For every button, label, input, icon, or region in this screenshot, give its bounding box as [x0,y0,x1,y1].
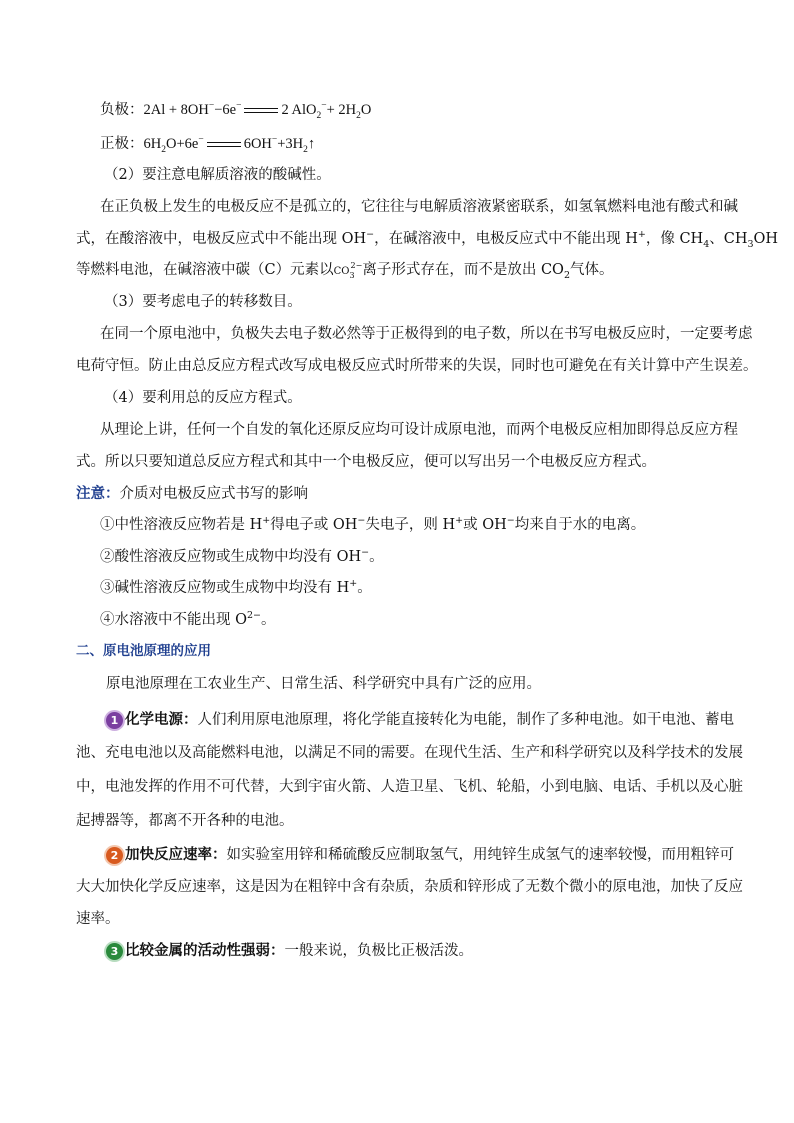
note-item-2 [100,547,384,567]
text: 等燃料电池，在碱溶液中碳（C）元素以 [76,262,334,278]
sup: − [361,547,370,559]
sup: + [455,515,464,527]
eq-sup: − [271,135,278,146]
eq-text: + 2H [326,102,357,118]
eq-sup: − [198,135,204,146]
text: 式，在酸溶液中，电极反应式中不能出现 OH [76,231,367,247]
text: 人们利用原电池原理，将化学能直接转化为电能，制作了多种电池。如干电池、蓄电 [197,712,734,728]
number-3-badge-icon: 3 [106,943,123,960]
eq-text: O [360,102,372,118]
eq-text: +3H [277,136,304,152]
point-4-line-2: 式。所以只要知道总反应方程式和其中一个电极反应，便可以写出另一个电极反应方程式。 [76,454,656,470]
sup: − [506,515,515,527]
text: 均来自于水的电离。 [514,517,646,533]
equals-sign [207,142,241,147]
text: 得电子或 OH [270,517,358,533]
text: ，在碱溶液中，电极反应式中不能出现 H [374,231,638,247]
point-3-line-2: 电荷守恒。防止由总反应方程式改写成电极反应式时所带来的失误，同时也可避免在有关计算中产生误差。 [76,358,758,374]
application-2-title: 加快反应速率： [125,846,227,863]
eq-sup: − [236,101,242,112]
application-2-line-3: 速率。 [76,911,120,927]
eq-text: O+6e [165,136,199,152]
section-2-intro: 原电池原理在工农业生产、日常生活、科学研究中具有广泛的应用。 [106,676,541,692]
text: 如实验室用锌和稀硫酸反应制取氢气，用纯锌生成氢气的速率较慢，而用粗锌可 [226,847,734,863]
sup: 2− [350,261,363,271]
eq-text: −6e [214,102,237,118]
eq-text: ↑ [307,136,316,152]
sup: + [637,229,646,241]
note-item-1 [100,515,645,535]
section-2-heading: 二、原电池原理的应用 [76,643,211,659]
eq-text: 2 AlO [281,102,317,118]
sub: 3 [747,238,754,250]
sup: − [366,229,375,241]
point-2-line-1: 在正负极上发生的电极反应不是孤立的，它往往与电解质溶液紧密联系，如氢氧燃料电池有酸式和碱 [100,199,738,215]
text: ②酸性溶液反应物或生成物中均没有 OH [100,549,362,565]
text: ④水溶液中不能出现 O [100,612,247,628]
application-1-title: 化学电源： [125,711,198,728]
eq-sup: − [321,101,327,112]
text: 。 [369,549,384,565]
negative-electrode-equation [100,100,371,120]
sub: 4 [703,238,710,250]
negative-label: 负极： [100,102,144,118]
sub: 2 [563,269,570,281]
eq-sub: 2 [356,110,361,121]
text: 气体。 [569,262,614,278]
text: 或 OH [463,517,507,533]
application-1-line-1 [106,710,734,730]
text: ①中性溶液反应物若是 H [100,517,263,533]
sup: + [349,578,358,590]
note-line [76,484,308,504]
application-1-line-2: 池、充电电池以及高能燃料电池，以满足不同的需要。在现代生活、生产和科学研究以及科学技术的发展 [76,745,743,761]
sup: − [357,515,366,527]
equals-sign [244,108,278,113]
application-2-line-2: 大大加快化学反应速率，这是因为在粗锌中含有杂质，杂质和锌形成了无数个微小的原电池，加快了反应 [76,879,743,895]
eq-text: 6OH [243,136,272,152]
text: OH [753,231,779,247]
text: 一般来说，负极比正极活泼。 [284,943,473,959]
sup: 2− [247,610,262,622]
point-4-title: （4）要利用总的反应方程式。 [104,390,302,406]
application-1-line-4: 起搏器等，都离不开各种的电池。 [76,813,294,829]
eq-text: 2Al + 8OH [143,102,209,118]
positive-electrode-equation [100,134,315,154]
text: ，像 CH [645,231,704,247]
text: 。 [261,612,276,628]
point-2-line-3 [76,260,613,282]
carbonate-ion: CO [333,266,350,277]
text: 离子形式存在，而不是放出 CO [362,262,564,278]
application-1-line-3: 中，电池发挥的作用不可代替，大到宇宙火箭、人造卫星、飞机、轮船，小到电脑、电话、手机以及心脏 [76,779,743,795]
text: ③碱性溶液反应物或生成物中均没有 H [100,580,350,596]
sub: 3 [349,270,355,280]
sup: + [262,515,271,527]
point-2-line-2 [76,229,778,249]
number-2-badge-icon: 2 [106,847,123,864]
eq-sub: 2 [161,144,166,155]
number-1-badge-icon: 1 [106,712,123,729]
note-label: 注意： [76,485,120,502]
application-3-title: 比较金属的活动性强弱： [125,942,285,959]
point-2-title: （2）要注意电解质溶液的酸碱性。 [104,167,331,183]
point-3-line-1: 在同一个原电池中，负极失去电子数必然等于正极得到的电子数，所以在书写电极反应时，一定要考虑 [100,326,753,342]
eq-sub: 2 [303,144,308,155]
note-text: 介质对电极反应式书写的影响 [119,486,308,502]
application-3-line-1 [106,941,473,961]
point-4-line-1: 从理论上讲，任何一个自发的氧化还原反应均可设计成原电池，而两个电极反应相加即得总反应方程 [100,422,738,438]
eq-sup: − [208,101,215,112]
application-2-line-1 [106,845,734,865]
text: 、CH [709,231,748,247]
note-item-4 [100,610,276,630]
eq-sub: 2 [316,110,322,121]
point-3-title: （3）要考虑电子的转移数目。 [104,294,302,310]
eq-text: 6H [143,136,162,152]
text: 失电子，则 H [365,517,456,533]
text: 。 [357,580,372,596]
note-item-3 [100,578,372,598]
positive-label: 正极： [100,136,144,152]
